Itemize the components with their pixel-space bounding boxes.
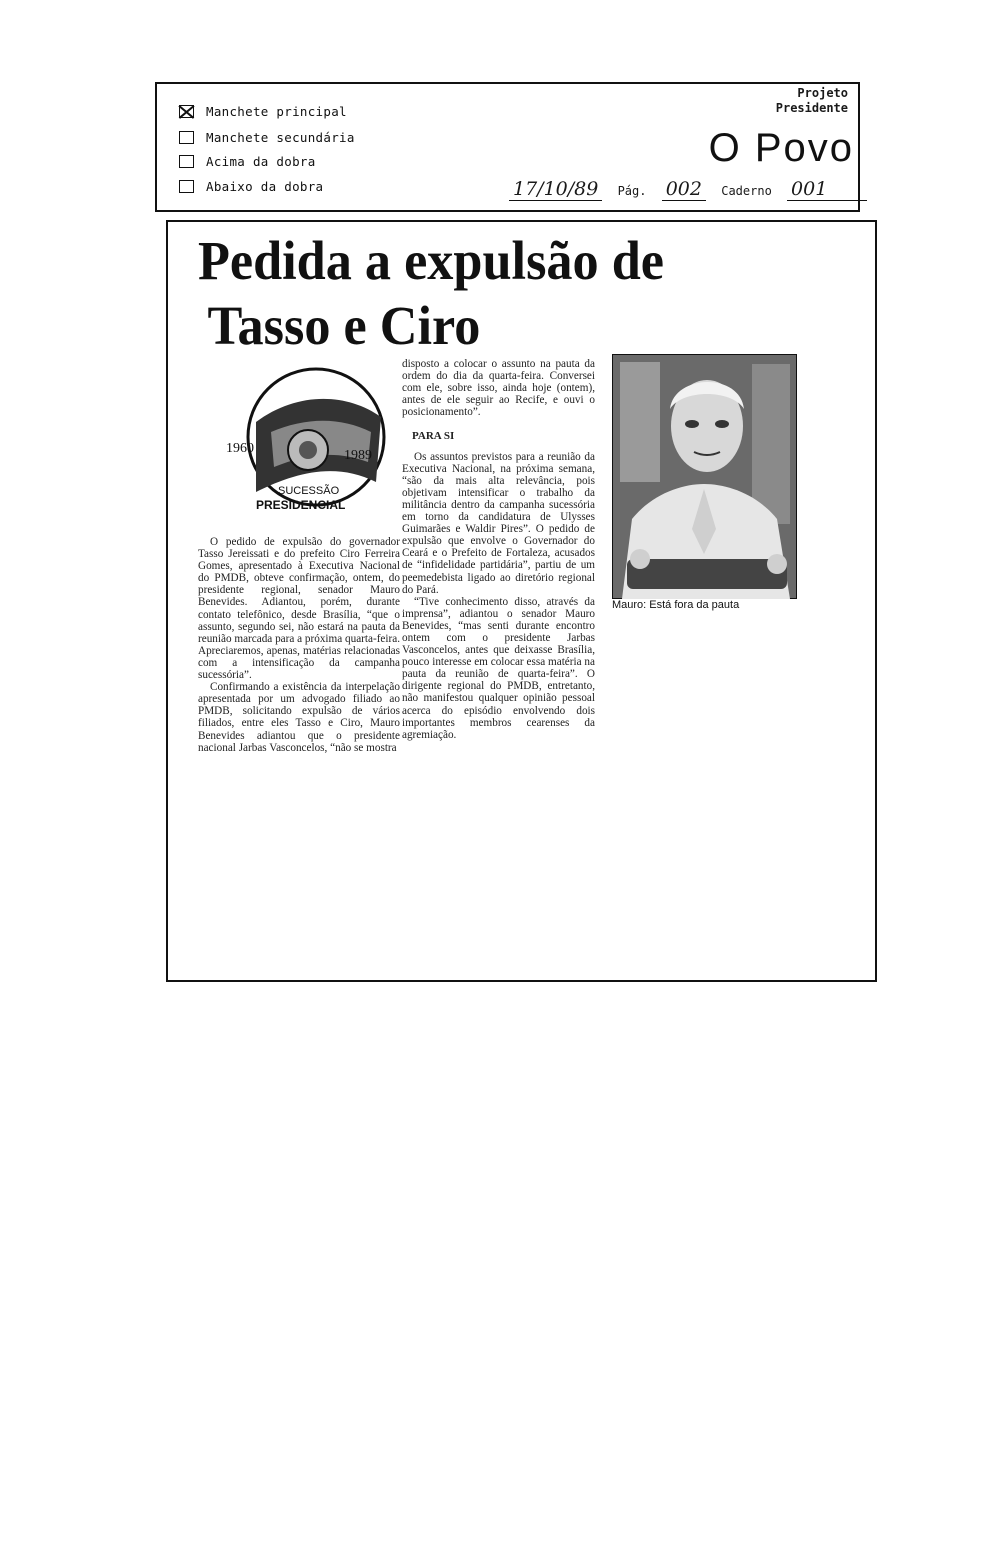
option-label: Manchete secundária xyxy=(206,130,355,145)
option-manchete-principal[interactable] xyxy=(179,104,347,119)
column-2 xyxy=(402,358,595,741)
checkbox[interactable] xyxy=(179,131,194,144)
project-label xyxy=(776,86,848,116)
option-acima-da-dobra[interactable] xyxy=(179,154,316,169)
logo-year-end: 1989 xyxy=(344,448,372,463)
column-1 xyxy=(198,536,400,754)
photo-mauro xyxy=(612,354,797,599)
subheading: PARA SI xyxy=(412,430,455,443)
logo-line-2: PRESIDENCIAL xyxy=(256,498,346,512)
project-line-1: Projeto xyxy=(797,86,848,100)
option-abaixo-da-dobra[interactable] xyxy=(179,179,323,194)
logo-year-start: 1960 xyxy=(226,441,254,456)
option-label: Acima da dobra xyxy=(206,154,316,169)
article-clipping xyxy=(166,220,877,982)
page-value: 002 xyxy=(662,178,706,201)
headline-line-2: Tasso e Ciro xyxy=(207,295,481,356)
section-value: 001 xyxy=(787,178,867,201)
paragraph: Confirmando a existência da interpelação apresentada por um advogado filiado ao PMDB, solicitando expulsão de vários filiados, entre eles Tasso e Ciro, Mauro Benevides adiantou que o presidente nacional Jarbas Vasconcelos, “não se mostra xyxy=(198,681,400,754)
checkbox[interactable] xyxy=(179,155,194,168)
page-label: Pág. xyxy=(617,184,647,198)
paragraph: “Tive conhecimento disso, através da imprensa”, adiantou o senador Mauro Benevides, “mas senti durante encontro ontem com o presidente Jarbas Vasconcelos, antes que deixasse Brasília, pouco interesse em colocar essa matéria na pauta da reunião de quarta-feira”. O dirigente regional do PMDB, entretanto, não manifestou qualquer opinião pessoal acerca do episódio envolvendo dois importantes membros cearenses da agremiação. xyxy=(402,595,595,741)
photo-caption: Mauro: Está fora da pauta xyxy=(612,599,740,611)
date-value: 17/10/89 xyxy=(509,178,602,201)
option-label: Abaixo da dobra xyxy=(206,179,324,194)
paragraph: O pedido de expulsão do governador Tasso Jereissati e do prefeito Ciro Ferreira Gomes, apresentado à Executiva Nacional do PMDB, obteve confirmação, ontem, do presidente regional, senador Mauro Benevides. Adiantou, porém, durante contato telefônico, desde Brasília, “que o assunto, segundo sei, não estará na pauta da reunião marcada para a próxima quarta-feira. Apreciaremos, apenas, matérias relacionadas com a intensificação da campanha sucessória”. xyxy=(198,536,400,682)
clipping-header xyxy=(155,82,860,212)
succession-logo xyxy=(216,362,386,522)
option-label: Manchete principal xyxy=(206,104,347,119)
meta-line xyxy=(509,178,867,201)
section-label: Caderno xyxy=(721,184,772,198)
headline xyxy=(198,228,692,358)
project-line-2: Presidente xyxy=(775,101,848,115)
option-manchete-secundaria[interactable] xyxy=(179,130,355,145)
headline-line-1: Pedida a expulsão de xyxy=(198,230,664,291)
publication-name: O Povo xyxy=(708,126,854,170)
checkbox[interactable] xyxy=(179,180,194,193)
paragraph: disposto a colocar o assunto na pauta da ordem do dia da quarta-feira. Conversei com ele, sobre isso, ainda hoje (ontem), antes de ele seguir ao Recife, e ouvi o posicionamento”. xyxy=(402,358,595,419)
checkbox-checked[interactable] xyxy=(179,105,194,118)
paragraph: Os assuntos previstos para a reunião da Executiva Nacional, na próxima semana, “são da mais alta relevância, pois objetivam intensificar o trabalho da militância dentro da campanha sucessória em torno da candidatura de Ulysses Guimarães e Waldir Pires”. O pedido de expulsão que envolve o Governador do Ceará e o Prefeito de Fortaleza, acusados de “infidelidade partidária”, partiu de um peemedebista ligado ao diretório regional do Pará. xyxy=(402,450,595,596)
logo-line-1: SUCESSÃO xyxy=(278,485,340,497)
